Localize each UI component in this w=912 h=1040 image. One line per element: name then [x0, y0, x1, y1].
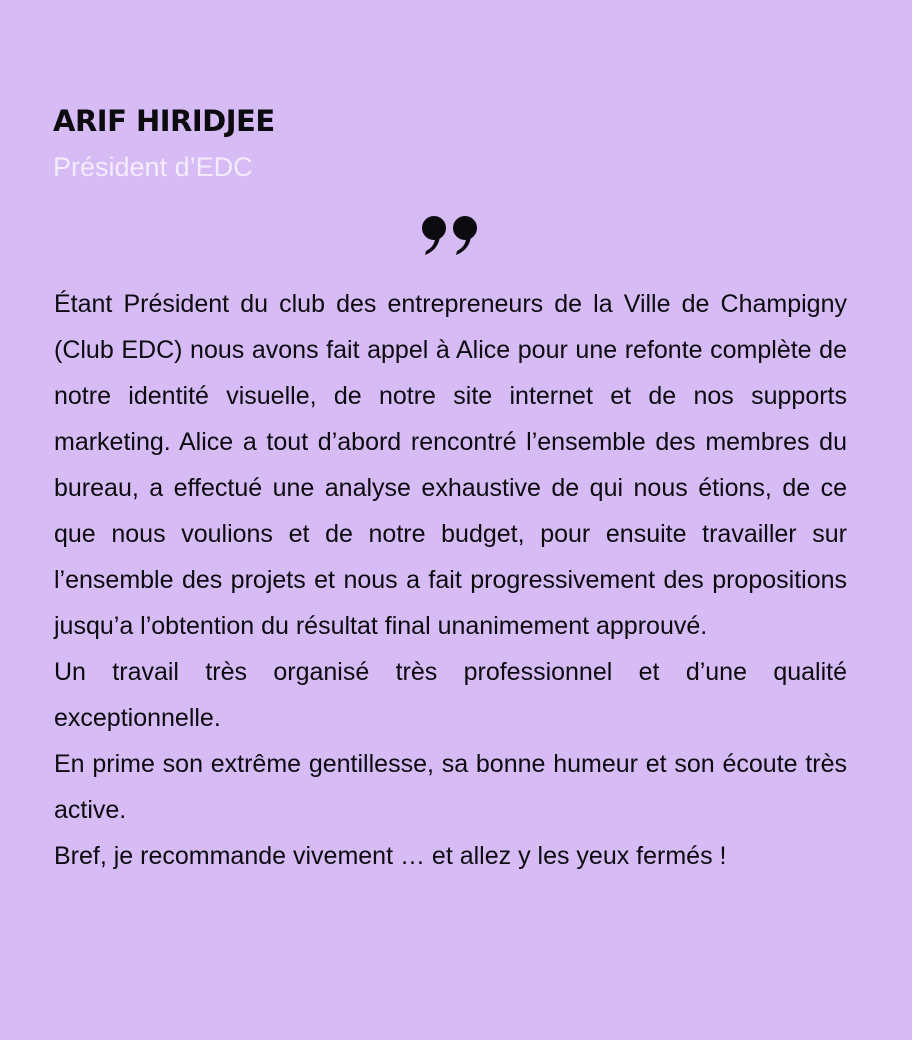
testimonial-paragraph: En prime son extrême gentillesse, sa bonne humeur et son écoute très active.: [54, 750, 847, 824]
testimonial-text: [54, 281, 847, 879]
author-name: ARIF HIRIDJEE: [53, 104, 275, 138]
testimonial-paragraph: Un travail très organisé très professionnel et d’une qualité exceptionnelle.: [54, 658, 847, 732]
author-role: Président d’EDC: [53, 152, 253, 182]
testimonial-paragraph: Bref, je recommande vivement … et allez y les yeux fermés !: [54, 842, 727, 870]
closing-quote-icon: [419, 214, 483, 256]
testimonial-paragraph: Étant Président du club des entrepreneurs de la Ville de Champigny (Club EDC) nous avons fait appel à Alice pour une refonte complète de notre identité visuelle, de notre site internet et de nos supports marketing. Alice a tout d’abord rencontré l’ensemble des membres du bureau, a effectué une analyse exhaustive de qui nous étions, de ce que nous voulions et de notre budget, pour ensuite travailler sur l’ensemble des projets et nous a fait progressivement des propositions jusqu’a l’obtention du résultat final unanimement approuvé.: [54, 290, 847, 640]
